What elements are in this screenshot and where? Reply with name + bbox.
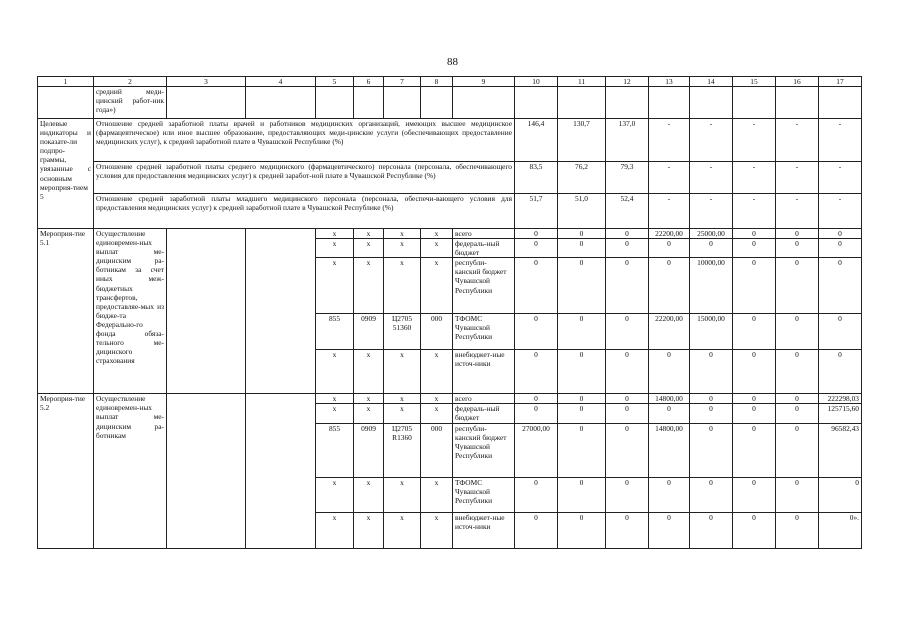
funding-source: ТФОМС Чувашской Республики (453, 477, 515, 512)
amount-cell: 0 (733, 239, 776, 258)
indicator-value: 52,4 (606, 194, 649, 229)
amount-cell: 14800,00 (649, 423, 690, 477)
funding-source: всего (453, 229, 515, 239)
target-row (38, 162, 862, 194)
amount-cell: 0 (606, 229, 649, 239)
amount-cell: 0 (690, 477, 733, 512)
funding-source: республи-канский бюджет Чувашской Республики (453, 423, 515, 477)
code-cell: x (316, 512, 354, 548)
amount-cell: 0 (690, 404, 733, 423)
target-row (38, 119, 862, 162)
continuation-text: средний меди-цинский работ-ник года») (94, 87, 167, 119)
amount-cell: 0 (776, 394, 819, 404)
indicator-value: - (819, 162, 862, 194)
col-number: 6 (354, 77, 384, 87)
indicator-value: - (776, 119, 819, 162)
col-number: 7 (384, 77, 421, 87)
amount-cell: 0 (733, 314, 776, 350)
funding-row (38, 394, 862, 404)
indicator-value: 79,3 (606, 162, 649, 194)
code-cell: 0909 (354, 423, 384, 477)
funding-source: всего (453, 394, 515, 404)
amount-cell: 0 (558, 394, 606, 404)
code-cell: x (384, 477, 421, 512)
funding-source: республи-канский бюджет Чувашской Республики (453, 258, 515, 314)
amount-cell: 0 (819, 239, 862, 258)
code-cell: x (354, 477, 384, 512)
amount-cell: 0 (558, 239, 606, 258)
code-cell: x (421, 394, 453, 404)
indicator-value: 83,5 (515, 162, 558, 194)
code-cell: x (316, 239, 354, 258)
amount-cell: 0 (776, 350, 819, 394)
indicator-value: 76,2 (558, 162, 606, 194)
amount-cell: 0 (776, 477, 819, 512)
amount-cell: 0 (819, 314, 862, 350)
amount-cell: 0 (558, 229, 606, 239)
amount-cell: 22200,00 (649, 229, 690, 239)
col-number: 13 (649, 77, 690, 87)
indicator-value: 51,0 (558, 194, 606, 229)
amount-cell: 0 (558, 477, 606, 512)
indicator-value: - (819, 194, 862, 229)
code-cell: x (354, 258, 384, 314)
indicator-value: - (649, 194, 690, 229)
col-number: 10 (515, 77, 558, 87)
code-cell: x (421, 477, 453, 512)
amount-cell: 0 (776, 239, 819, 258)
amount-cell: 0 (733, 404, 776, 423)
amount-cell: 0 (649, 512, 690, 548)
amount-cell: 0 (819, 258, 862, 314)
amount-cell: 0 (558, 350, 606, 394)
indicator-text: Отношение средней заработной платы врачей и работников медицинских организаций, имеющих высшее медицинское (фармацевтическое) или иное высшее образование, предоставляющих меди-цинские услуги (обеспечивающих предоставление медицинских услуг), к средней заработной плате в Чувашской Республике (%) (94, 119, 515, 162)
amount-cell: 0 (776, 423, 819, 477)
amount-cell: 0 (558, 404, 606, 423)
column-number-row (38, 77, 862, 87)
funding-source: внебюджет-ные источ-ники (453, 350, 515, 394)
indicator-text: Отношение средней заработной платы среднего медицинского (фармацевтического) персонала (персонала, обеспечивающего условия для предоставления медицинских услуг) к средней заработ-ной плате в Чувашской Республике (%) (94, 162, 515, 194)
amount-cell: 0 (776, 512, 819, 548)
amount-cell: 0 (733, 229, 776, 239)
code-cell: x (354, 512, 384, 548)
funding-source: внебюджет-ные источ-ники (453, 512, 515, 548)
targets-label: Целевые индикаторы и показате-ли подпро-граммы, увязанные с основным мероприя-тием 5 (38, 119, 94, 229)
funding-source: федераль-ный бюджет (453, 404, 515, 423)
program-table (37, 76, 862, 549)
code-cell: x (384, 258, 421, 314)
col-number: 12 (606, 77, 649, 87)
code-cell: x (316, 229, 354, 239)
code-cell: x (384, 229, 421, 239)
code-cell: x (354, 404, 384, 423)
code-cell: 000 (421, 423, 453, 477)
amount-cell: 10000,00 (690, 258, 733, 314)
code-cell: x (384, 239, 421, 258)
measure-name: Осуществление единовремен-ных выплат ме-дицинским ра-ботникам (94, 394, 167, 548)
code-cell: x (421, 404, 453, 423)
code-cell: x (421, 350, 453, 394)
amount-cell: 0 (606, 258, 649, 314)
measure-label: Мероприя-тие 5.1 (38, 229, 94, 394)
funding-source: ТФОМС Чувашской Республики (453, 314, 515, 350)
indicator-value: - (690, 194, 733, 229)
amount-cell: 0 (515, 314, 558, 350)
indicator-value: 146,4 (515, 119, 558, 162)
indicator-value: - (690, 119, 733, 162)
amount-cell: 0 (733, 394, 776, 404)
amount-cell: 0 (649, 350, 690, 394)
funding-source: федераль-ный бюджет (453, 239, 515, 258)
col-number: 14 (690, 77, 733, 87)
code-cell: x (316, 404, 354, 423)
amount-cell: 27000,00 (515, 423, 558, 477)
col-number: 4 (246, 77, 316, 87)
code-cell: x (316, 350, 354, 394)
code-cell: x (421, 512, 453, 548)
measure-label: Мероприя-тие 5.2 (38, 394, 94, 548)
col-number: 15 (733, 77, 776, 87)
amount-cell: 0 (515, 404, 558, 423)
funding-row (38, 229, 862, 239)
indicator-value: 137,0 (606, 119, 649, 162)
code-cell: x (421, 229, 453, 239)
indicator-value: - (819, 119, 862, 162)
measure-name: Осуществление единовремен-ных выплат ме-дицинским ра-ботникам за счет иных меж-бюджетных трансфертов, предоставляе-мых из бюдже-та Федерально-го фонда обяза-тельного ме-дицинского страхования (94, 229, 167, 394)
amount-cell: 0». (819, 512, 862, 548)
amount-cell: 0 (776, 404, 819, 423)
code-cell: x (354, 350, 384, 394)
amount-cell: 0 (649, 239, 690, 258)
indicator-value: - (776, 194, 819, 229)
amount-cell: 0 (515, 394, 558, 404)
amount-cell: 0 (733, 512, 776, 548)
amount-cell: 0 (649, 404, 690, 423)
code-cell: x (421, 239, 453, 258)
col-number: 11 (558, 77, 606, 87)
amount-cell: 0 (819, 229, 862, 239)
code-cell: x (354, 394, 384, 404)
amount-cell: 25000,00 (690, 229, 733, 239)
amount-cell: 22200,00 (649, 314, 690, 350)
col-number: 16 (776, 77, 819, 87)
amount-cell: 0 (515, 477, 558, 512)
indicator-value: - (733, 119, 776, 162)
code-cell: x (316, 477, 354, 512)
col-number: 9 (453, 77, 515, 87)
indicator-value: 130,7 (558, 119, 606, 162)
amount-cell: 0 (819, 477, 862, 512)
code-cell: Ц2705 51360 (384, 314, 421, 350)
amount-cell: 0 (606, 477, 649, 512)
amount-cell: 0 (515, 258, 558, 314)
amount-cell: 15000,00 (690, 314, 733, 350)
col-number: 5 (316, 77, 354, 87)
amount-cell: 0 (733, 423, 776, 477)
code-cell: x (384, 404, 421, 423)
code-cell: x (421, 258, 453, 314)
amount-cell: 0 (558, 258, 606, 314)
amount-cell: 96582,43 (819, 423, 862, 477)
code-cell: x (384, 394, 421, 404)
amount-cell: 0 (690, 512, 733, 548)
amount-cell: 0 (515, 512, 558, 548)
page-number: 88 (447, 56, 458, 68)
col-number: 1 (38, 77, 94, 87)
amount-cell: 0 (606, 394, 649, 404)
amount-cell: 0 (606, 423, 649, 477)
col-number: 3 (167, 77, 246, 87)
code-cell: 000 (421, 314, 453, 350)
continuation-row (38, 87, 862, 119)
indicator-value: - (649, 162, 690, 194)
amount-cell: 0 (690, 350, 733, 394)
amount-cell: 0 (690, 423, 733, 477)
indicator-text: Отношение средней заработной платы младшего медицинского персонала (персонала, обеспечи-вающего условия для предоставления медицинских услуг) к средней заработной плате в Чувашской Республике (%) (94, 194, 515, 229)
amount-cell: 0 (558, 423, 606, 477)
amount-cell: 0 (515, 350, 558, 394)
amount-cell: 0 (819, 350, 862, 394)
amount-cell: 0 (733, 350, 776, 394)
amount-cell: 222298,03 (819, 394, 862, 404)
code-cell: x (316, 394, 354, 404)
amount-cell: 0 (690, 394, 733, 404)
amount-cell: 0 (558, 512, 606, 548)
amount-cell: 125715,60 (819, 404, 862, 423)
indicator-value: - (733, 194, 776, 229)
code-cell: x (354, 239, 384, 258)
amount-cell: 0 (558, 314, 606, 350)
indicator-value: 51,7 (515, 194, 558, 229)
amount-cell: 0 (776, 229, 819, 239)
amount-cell: 0 (606, 239, 649, 258)
code-cell: 855 (316, 423, 354, 477)
code-cell: x (316, 258, 354, 314)
amount-cell: 0 (733, 258, 776, 314)
indicator-value: - (690, 162, 733, 194)
amount-cell: 0 (776, 258, 819, 314)
amount-cell: 0 (690, 239, 733, 258)
amount-cell: 0 (606, 314, 649, 350)
code-cell: x (384, 350, 421, 394)
target-row (38, 194, 862, 229)
amount-cell: 0 (515, 239, 558, 258)
col-number: 8 (421, 77, 453, 87)
indicator-value: - (649, 119, 690, 162)
amount-cell: 0 (649, 258, 690, 314)
amount-cell: 0 (733, 477, 776, 512)
indicator-value: - (733, 162, 776, 194)
amount-cell: 0 (606, 512, 649, 548)
amount-cell: 0 (776, 314, 819, 350)
code-cell: 0909 (354, 314, 384, 350)
code-cell: x (354, 229, 384, 239)
amount-cell: 0 (649, 477, 690, 512)
amount-cell: 14800,00 (649, 394, 690, 404)
amount-cell: 0 (606, 350, 649, 394)
amount-cell: 0 (606, 404, 649, 423)
col-number: 17 (819, 77, 862, 87)
col-number: 2 (94, 77, 167, 87)
code-cell: x (384, 512, 421, 548)
code-cell: 855 (316, 314, 354, 350)
code-cell: Ц2705 R1360 (384, 423, 421, 477)
amount-cell: 0 (515, 229, 558, 239)
indicator-value: - (776, 162, 819, 194)
